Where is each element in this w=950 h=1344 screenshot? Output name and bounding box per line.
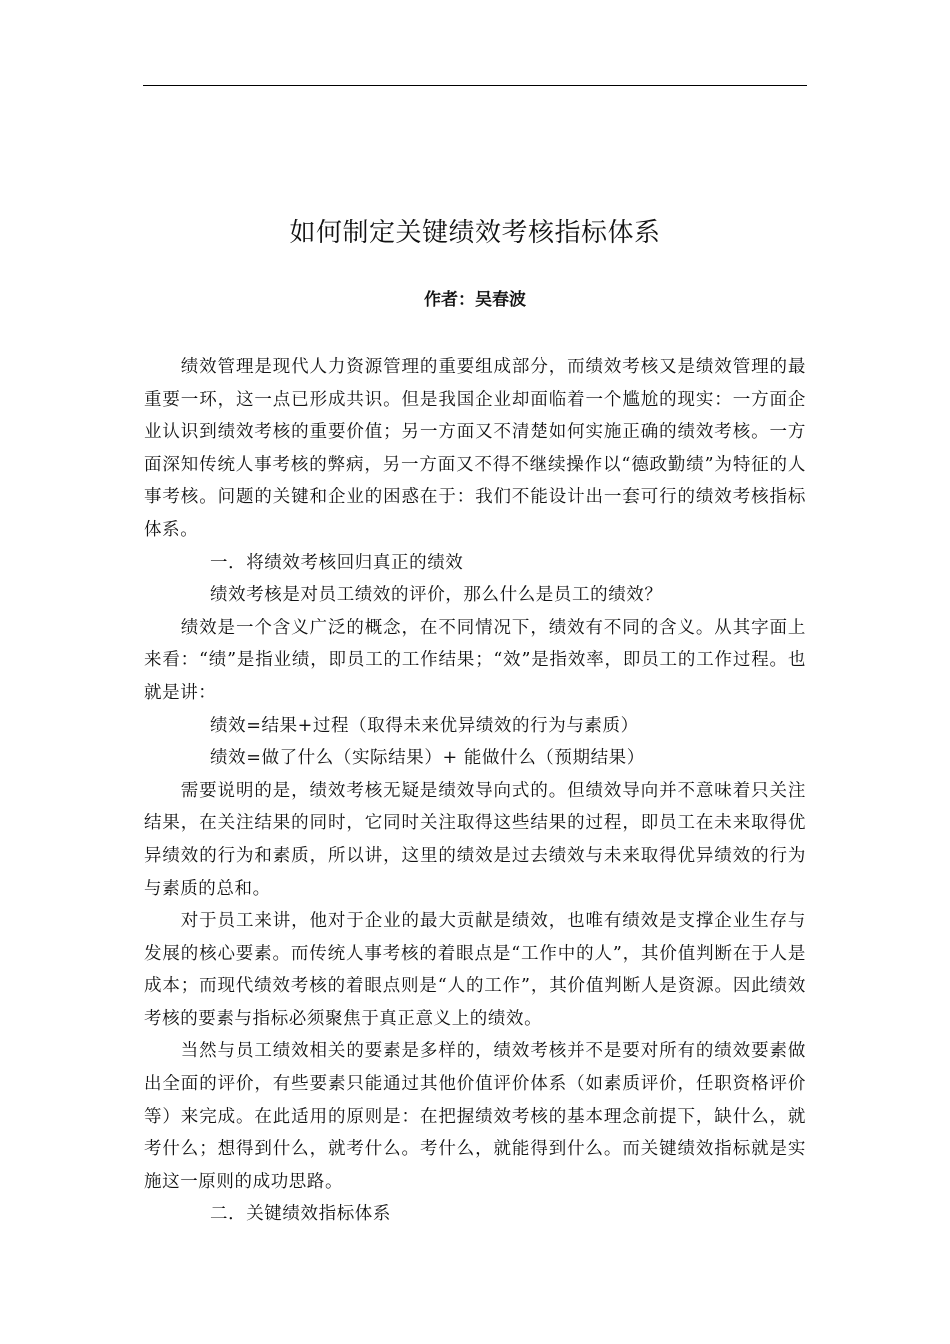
section-heading-1: 一．将绩效考核回归真正的绩效 [210,552,464,573]
document-body [144,351,806,1231]
section-heading-2: 二．关键绩效指标体系 [210,1204,391,1225]
document-author: 作者：吴春波 [424,290,526,310]
paragraph-question: 绩效考核是对员工绩效的评价，那么什么是员工的绩效？ [210,585,663,606]
header-rule [143,85,807,86]
document-title: 如何制定关键绩效考核指标体系 [289,218,661,248]
formula-2: 绩效=做了什么（实际结果）+ 能做什么（预期结果） [210,748,645,769]
paragraph-intro: 绩效管理是现代人力资源管理的重要组成部分，而绩效考核又是绩效管理的最重要一环，这一点已形成共识。但是我国企业却面临着一个尴尬的现实：一方面企业认识到绩效考核的重要价值；另一方面又不清楚如何实施正确的绩效考核。一方面深知传统人事考核的弊病，另一方面又不得不继续操作以“德政勤绩”为特征的人事考核。问题的关键和企业的困惑在于：我们不能设计出一套可行的绩效考核指标体系。 [144,357,806,540]
paragraph-orientation: 需要说明的是，绩效考核无疑是绩效导向式的。但绩效导向并不意味着只关注结果，在关注结果的同时，它同时关注取得这些结果的过程，即员工在未来取得优异绩效的行为和素质，所以讲，这里的绩效是过去绩效与未来取得优异绩效的行为与素质的总和。 [144,780,806,899]
paragraph-principle: 当然与员工绩效相关的要素是多样的，绩效考核并不是要对所有的绩效要素做出全面的评价，有些要素只能通过其他价值评价体系（如素质评价，任职资格评价等）来完成。在此适用的原则是：在把握绩效考核的基本理念前提下，缺什么，就考什么；想得到什么，就考什么。考什么，就能得到什么。而关键绩效指标就是实施这一原则的成功思路。 [144,1041,806,1192]
paragraph-contribution: 对于员工来讲，他对于企业的最大贡献是绩效，也唯有绩效是支撑企业生存与发展的核心要素。而传统人事考核的着眼点是“工作中的人”，其价值判断在于人是成本；而现代绩效考核的着眼点则是“人的工作”，其价值判断人是资源。因此绩效考核的要素与指标必须聚焦于真正意义上的绩效。 [144,911,806,1029]
formula-1: 绩效=结果+过程（取得未来优异绩效的行为与素质） [210,715,639,736]
paragraph-definition: 绩效是一个含义广泛的概念，在不同情况下，绩效有不同的含义。从其字面上来看：“绩”是指业绩，即员工的工作结果；“效”是指效率，即员工的工作过程。也就是讲： [144,617,806,703]
